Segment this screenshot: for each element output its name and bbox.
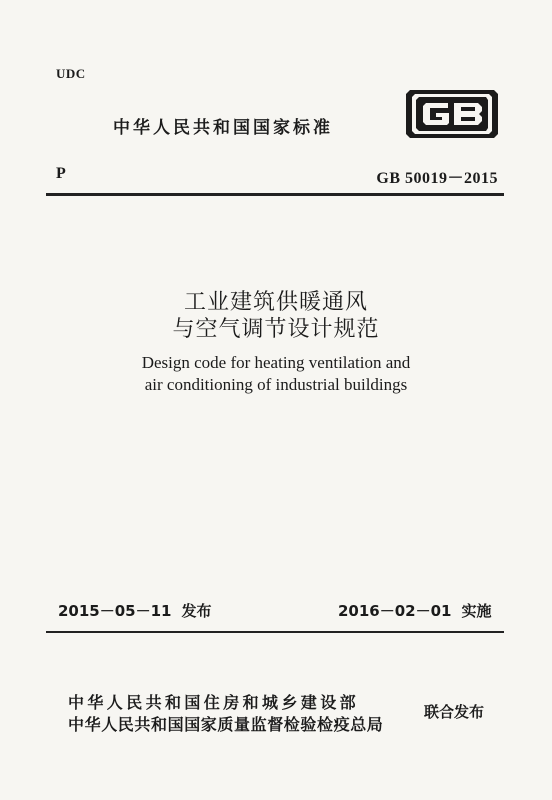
- title-cn-line2: 与空气调节设计规范: [172, 317, 380, 342]
- standard-number: GB 50019－2015: [376, 170, 498, 187]
- title-cn-line1: 工业建筑供暖通风: [183, 290, 368, 315]
- implement-date: 2016－02－01: [338, 602, 452, 620]
- issuer-line1: 中华人民共和国住房和城乡建设部: [68, 693, 360, 712]
- issuer-line2: 中华人民共和国国家质量监督检验检疫总局: [68, 715, 384, 734]
- issue-label: 发布: [181, 602, 212, 620]
- category-code: P: [56, 165, 66, 182]
- title-en-line1: Design code for heating ventilation and: [141, 353, 411, 372]
- standard-type: 中华人民共和国国家标准: [113, 118, 333, 138]
- implement-date-block: [338, 600, 492, 621]
- header-divider: [46, 193, 504, 196]
- implement-label: 实施: [461, 602, 492, 620]
- footer-divider: [46, 631, 504, 633]
- joint-issue-label: 联合发布: [424, 703, 485, 721]
- gb-logo: [402, 86, 502, 142]
- issue-date-block: [58, 600, 212, 621]
- issue-date: 2015－05－11: [58, 602, 172, 620]
- title-en-line2: air conditioning of industrial buildings: [144, 375, 408, 394]
- udc-label: UDC: [56, 66, 86, 81]
